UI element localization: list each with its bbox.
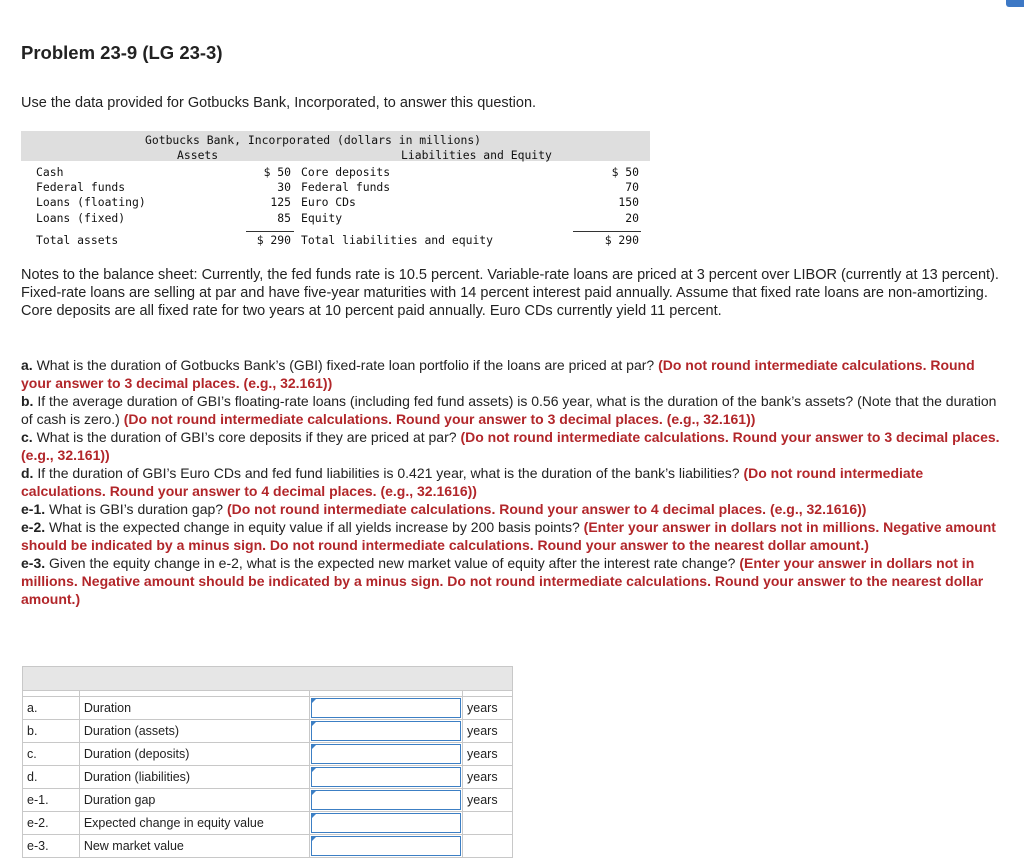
liability-total-rule bbox=[573, 231, 641, 232]
intro-text: Use the data provided for Gotbucks Bank, Incorporated, to answer this question. bbox=[21, 95, 537, 111]
answer-row-b bbox=[23, 720, 513, 743]
liability-name: Federal funds bbox=[301, 180, 391, 195]
liability-name: Euro CDs bbox=[301, 195, 356, 210]
balance-sheet bbox=[21, 131, 650, 249]
total-liabilities-value: $ 290 bbox=[604, 232, 639, 247]
row-label: c. bbox=[23, 743, 80, 766]
asset-value: 30 bbox=[277, 180, 291, 195]
row-label: e-2. bbox=[23, 812, 80, 835]
row-unit: years bbox=[463, 697, 513, 720]
row-item: Expected change in equity value bbox=[79, 812, 309, 835]
question-b: b. If the average duration of GBI’s floating-rate loans (including fed fund assets) is 0.56 year, what is the duration of the bank’s assets? (Note that the duration of cash is zero.) (Do not round intermediate calculations. Round your answer to 3 decimal places. (e.g., 32.161)) bbox=[21, 393, 997, 427]
question-e3: e-3. Given the equity change in e-2, what is the expected new market value of equity after the interest rate change? (Enter your answer in dollars not in millions. Negative amount should be indicated by a minus sign. Do not round intermediate calculations. Round your answer to the nearest dollar amount.) bbox=[21, 555, 984, 607]
balance-total-row bbox=[21, 231, 650, 249]
asset-name: Cash bbox=[36, 165, 64, 179]
balance-sheet-title: Gotbucks Bank, Incorporated (dollars in millions) bbox=[145, 133, 482, 147]
row-unit bbox=[463, 835, 513, 858]
row-label: b. bbox=[23, 720, 80, 743]
row-unit bbox=[463, 812, 513, 835]
question-a: a. What is the duration of Gotbucks Bank’s (GBI) fixed-rate loan portfolio if the loans are priced at par? (Do not round intermediate calculations. Round your answer to 3 decimal places. (e.g., 32.161)) bbox=[21, 357, 975, 391]
asset-value: $ 50 bbox=[263, 165, 291, 179]
problem-title: Problem 23-9 (LG 23-3) bbox=[21, 42, 223, 63]
answer-row-a bbox=[23, 697, 513, 720]
balance-sheet-header bbox=[21, 131, 650, 161]
balance-row bbox=[21, 195, 650, 210]
answer-row-c bbox=[23, 743, 513, 766]
assets-header: Assets bbox=[177, 148, 219, 162]
row-item: New market value bbox=[79, 835, 309, 858]
row-label: e-3. bbox=[23, 835, 80, 858]
duration-gap-input[interactable] bbox=[311, 790, 461, 810]
liability-name: Core deposits bbox=[301, 165, 391, 179]
answer-row-d bbox=[23, 766, 513, 789]
question-e2: e-2. What is the expected change in equity value if all yields increase by 200 basis points? (Enter your answer in dollars not in millions. Negative amount should be indicated by a minus sign. Do not round intermediate calculations. Round your answer to the nearest dollar amount.) bbox=[21, 519, 996, 553]
row-unit: years bbox=[463, 743, 513, 766]
row-label: a. bbox=[23, 697, 80, 720]
question-d: d. If the duration of GBI’s Euro CDs and fed fund liabilities is 0.421 year, what is the duration of the bank’s liabilities? (Do not round intermediate calculations. Round your answer to 4 decimal places. (e.g., 32.1616)) bbox=[21, 465, 924, 499]
row-item: Duration (deposits) bbox=[79, 743, 309, 766]
answer-row-e1 bbox=[23, 789, 513, 812]
corner-tab[interactable] bbox=[1006, 0, 1024, 7]
asset-name: Loans (fixed) bbox=[36, 210, 126, 225]
row-item: Duration bbox=[79, 697, 309, 720]
liability-value: 150 bbox=[618, 195, 639, 210]
row-unit: years bbox=[463, 766, 513, 789]
row-item: Duration (liabilities) bbox=[79, 766, 309, 789]
answer-table-header bbox=[23, 667, 513, 691]
asset-value: 85 bbox=[277, 210, 291, 225]
new-market-value-input[interactable] bbox=[311, 836, 461, 856]
balance-row bbox=[21, 211, 650, 226]
balance-sheet-notes: Notes to the balance sheet: Currently, the fed funds rate is 10.5 percent. Variable-rate loans are priced at 3 percent over LIBOR (currently at 13 percent). Fixed-rate loans are selling at par and have five-year maturities with 14 percent interest paid annually. Assume that fixed rate loans are non-amortizing. Core deposits are all fixed rate for two years at 10 percent paid annually. Euro CDs currently yield 11 percent. bbox=[21, 267, 999, 319]
row-unit: years bbox=[463, 789, 513, 812]
row-label: d. bbox=[23, 766, 80, 789]
questions bbox=[21, 356, 1006, 608]
answer-row-e3 bbox=[23, 835, 513, 858]
question-e1: e-1. What is GBI’s duration gap? (Do not round intermediate calculations. Round your answer to 4 decimal places. (e.g., 32.1616)) bbox=[21, 501, 867, 517]
asset-value: 125 bbox=[270, 195, 291, 210]
liabilities-header: Liabilities and Equity bbox=[401, 148, 552, 162]
equity-change-input[interactable] bbox=[311, 813, 461, 833]
asset-total-rule bbox=[246, 231, 294, 232]
duration-liabilities-input[interactable] bbox=[311, 767, 461, 787]
answer-row-e2 bbox=[23, 812, 513, 835]
row-label: e-1. bbox=[23, 789, 80, 812]
asset-name: Federal funds bbox=[36, 180, 126, 195]
asset-name: Loans (floating) bbox=[36, 195, 146, 210]
liability-value: 70 bbox=[625, 180, 639, 195]
row-item: Duration gap bbox=[79, 789, 309, 812]
liability-value: $ 50 bbox=[611, 165, 639, 179]
row-unit: years bbox=[463, 720, 513, 743]
total-assets-label: Total assets bbox=[36, 232, 119, 247]
liability-value: 20 bbox=[625, 210, 639, 225]
duration-deposits-input[interactable] bbox=[311, 744, 461, 764]
row-item: Duration (assets) bbox=[79, 720, 309, 743]
balance-row bbox=[21, 180, 650, 195]
duration-input[interactable] bbox=[311, 698, 461, 718]
question-c: c. What is the duration of GBI’s core deposits if they are priced at par? (Do not round intermediate calculations. Round your answer to 3 decimal places. (e.g., 32.161)) bbox=[21, 429, 1000, 463]
answer-table bbox=[22, 666, 513, 858]
duration-assets-input[interactable] bbox=[311, 721, 461, 741]
total-liabilities-label: Total liabilities and equity bbox=[301, 232, 494, 247]
balance-row bbox=[21, 165, 650, 180]
total-assets-value: $ 290 bbox=[256, 232, 291, 247]
liability-name: Equity bbox=[301, 210, 343, 225]
